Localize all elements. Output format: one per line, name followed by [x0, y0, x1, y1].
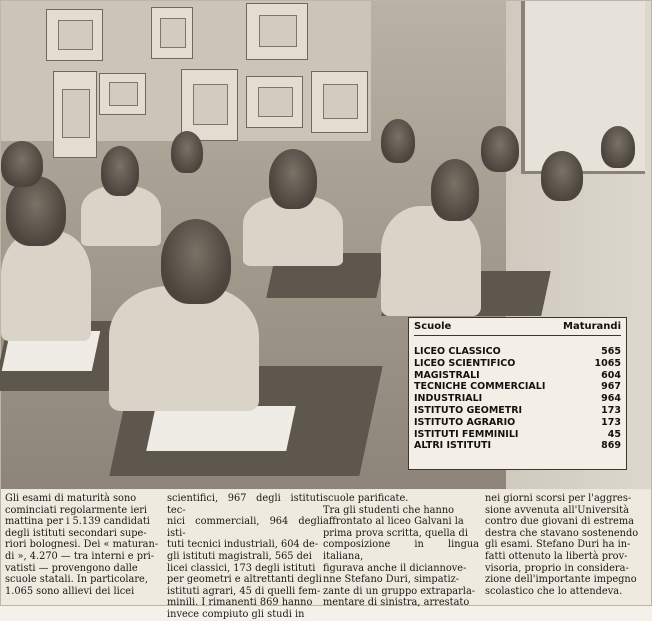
drawing	[53, 71, 97, 158]
row-school: INDUSTRIALI	[414, 393, 483, 405]
drawing	[246, 76, 303, 128]
drawing	[46, 9, 103, 61]
student-head	[1, 141, 43, 187]
student-head	[431, 159, 479, 221]
row-count: 565	[601, 346, 621, 357]
row-school: ISTITUTO AGRARIO	[414, 416, 516, 428]
row-school: ISTITUTI FEMMINILI	[414, 428, 519, 440]
student-head	[541, 151, 583, 201]
row-count: 45	[607, 428, 621, 440]
table-row	[414, 370, 621, 382]
student-head	[171, 131, 203, 173]
row-school: ISTITUTO GEOMETRI	[414, 404, 523, 416]
table-row	[414, 393, 621, 405]
row-count: 1065	[594, 357, 621, 369]
row-count: 173	[601, 416, 621, 428]
student-head	[601, 126, 635, 168]
article-column-1: Gli esami di maturità sono cominciati regolarmente ieri mattina per i 5.139 candidati degli istituti secondari supe- riori bolognesi. Dei « maturan- di », 4.270 — tra interni e pri- vatisti — provengono dalle scuole statali. In particolare, 1.065 sono allievi dei licei	[5, 493, 159, 597]
drawing	[181, 69, 238, 141]
table-row	[414, 440, 621, 452]
drawing	[99, 73, 146, 115]
table-row	[414, 429, 621, 441]
drawing	[246, 3, 308, 60]
table-row	[414, 417, 621, 429]
student-head	[269, 149, 317, 209]
row-count: 869	[601, 440, 621, 452]
table-row	[414, 346, 621, 358]
row-school: MAGISTRALI	[414, 369, 480, 381]
header-school: Scuole	[414, 321, 452, 332]
article-column-2: scientifici, 967 degli istituti tec- nici commerciali, 964 degli isti- tuti tecnici industriali, 604 de- gli istituti magistrali, 565 dei licei classici, 173 degli istituti per geometri e altrettanti degli istituti agrari, 45 di quelli fem- minili. I rimanenti 869 hanno invece compiuto gli studi in	[167, 493, 323, 620]
table-row	[414, 358, 621, 370]
row-count: 604	[601, 369, 621, 381]
article-column-4: nei giorni scorsi per l'aggres- sione avvenuta all'Università contro due giovani di estrema destra che stavano sostenendo gli esami. Stefano Duri ha in- fatti ottenuto la libertà prov- visoria, proprio in considera- zione dell'importante impegno scolastico che lo attendeva.	[485, 493, 639, 597]
student-head	[101, 146, 139, 196]
article-column-3: scuole parificate. Tra gli studenti che hanno affrontato al liceo Galvani la prima prova scritta, quella di composizione in lingua italiana, figurava anche il diciannove- nne Stefano Duri, simpatiz- zante di un gruppo extraparla- mentare di sinistra, arrestato	[323, 493, 479, 609]
maturandi-table	[408, 317, 627, 470]
student	[109, 286, 259, 411]
student	[381, 206, 481, 316]
student-head	[481, 126, 519, 172]
exam-paper	[146, 406, 296, 451]
student	[1, 231, 91, 341]
student-head	[161, 219, 231, 304]
row-count: 967	[601, 381, 621, 393]
table-header	[414, 321, 621, 336]
drawing	[151, 7, 193, 59]
row-school: LICEO CLASSICO	[414, 346, 501, 357]
table-row	[414, 381, 621, 393]
header-count: Maturandi	[563, 321, 621, 332]
table-row	[414, 405, 621, 417]
drawing	[311, 71, 368, 133]
row-school: TECNICHE COMMERCIALI	[414, 381, 546, 393]
row-count: 964	[601, 393, 621, 405]
row-school: ALTRI ISTITUTI	[414, 440, 492, 452]
article-body	[1, 490, 651, 620]
row-school: LICEO SCIENTIFICO	[414, 357, 516, 369]
student-head	[381, 119, 415, 163]
row-count: 173	[601, 404, 621, 416]
